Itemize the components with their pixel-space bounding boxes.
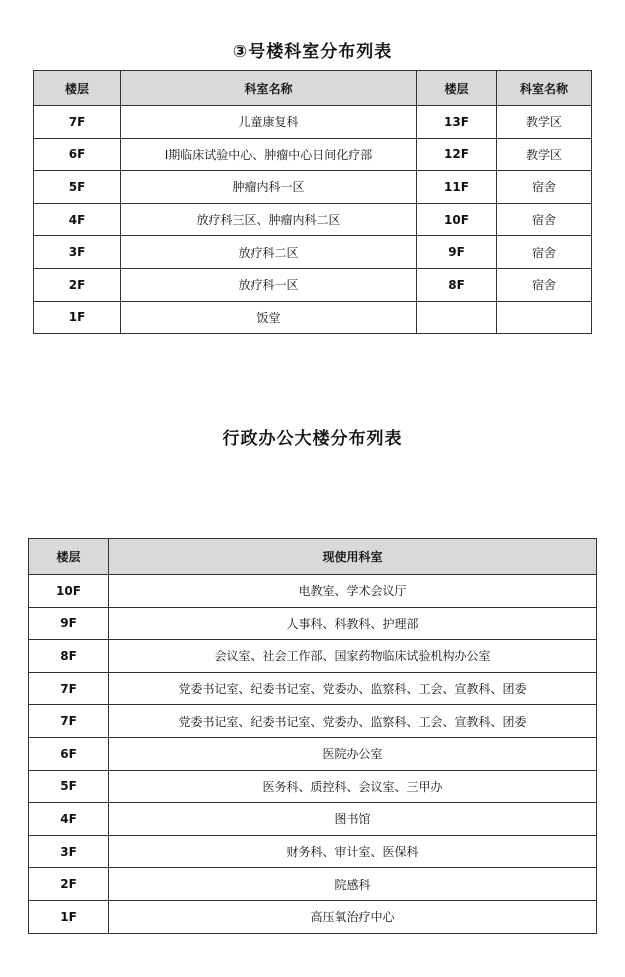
floor-cell: 12F: [417, 138, 497, 171]
floor-cell: 3F: [34, 236, 121, 269]
department-cell: 教学区: [497, 138, 592, 171]
floor-cell: 9F: [29, 607, 109, 640]
floor-cell: 1F: [34, 301, 121, 334]
header-floor: 楼层: [417, 71, 497, 106]
floor-cell: 6F: [29, 737, 109, 770]
department-cell: 儿童康复科: [121, 106, 417, 139]
department-cell: 图书馆: [109, 803, 597, 836]
table-row: [29, 770, 597, 803]
floor-cell: 7F: [34, 106, 121, 139]
floor-cell: 5F: [29, 770, 109, 803]
department-cell: 党委书记室、纪委书记室、党委办、监察科、工会、宣教科、团委: [109, 672, 597, 705]
department-cell: 教学区: [497, 106, 592, 139]
table-row: [29, 640, 597, 673]
department-cell: 放疗科二区: [121, 236, 417, 269]
floor-cell: 1F: [29, 900, 109, 933]
department-cell: 人事科、科教科、护理部: [109, 607, 597, 640]
admin-building-department-table: [28, 538, 597, 934]
floor-cell: 10F: [29, 575, 109, 608]
department-cell: 电教室、学术会议厅: [109, 575, 597, 608]
table-row: [29, 607, 597, 640]
table2-title: 行政办公大楼分布列表: [222, 429, 403, 449]
header-floor: 楼层: [29, 539, 109, 575]
header-floor: 楼层: [34, 71, 121, 106]
header-department: 科室名称: [497, 71, 592, 106]
department-cell: 宿舍: [497, 171, 592, 204]
department-cell: 医务科、质控科、会议室、三甲办: [109, 770, 597, 803]
header-department: 科室名称: [121, 71, 417, 106]
floor-cell: 7F: [29, 672, 109, 705]
floor-cell: 2F: [34, 268, 121, 301]
floor-cell: 4F: [34, 203, 121, 236]
floor-cell: 7F: [29, 705, 109, 738]
table-row: [29, 868, 597, 901]
table-row: [29, 803, 597, 836]
floor-cell: 13F: [417, 106, 497, 139]
table-row: [29, 575, 597, 608]
table-header-row: [29, 539, 597, 575]
department-cell: 宿舍: [497, 203, 592, 236]
department-cell: 放疗科一区: [121, 268, 417, 301]
floor-cell: 6F: [34, 138, 121, 171]
floor-cell: 9F: [417, 236, 497, 269]
floor-cell: 11F: [417, 171, 497, 204]
table-row: [29, 737, 597, 770]
floor-cell: 5F: [34, 171, 121, 204]
department-cell: 党委书记室、纪委书记室、党委办、监察科、工会、宣教科、团委: [109, 705, 597, 738]
table-row: [29, 900, 597, 933]
department-cell: 宿舍: [497, 268, 592, 301]
table-row: [29, 672, 597, 705]
table-row: [29, 835, 597, 868]
department-cell: Ⅰ期临床试验中心、肿瘤中心日间化疗部: [121, 138, 417, 171]
floor-cell: 4F: [29, 803, 109, 836]
department-cell: 肿瘤内科一区: [121, 171, 417, 204]
floor-cell: 10F: [417, 203, 497, 236]
department-cell: 财务科、审计室、医保科: [109, 835, 597, 868]
department-cell: 饭堂: [121, 301, 417, 334]
table-row: [34, 268, 592, 301]
department-cell: 放疗科三区、肿瘤内科二区: [121, 203, 417, 236]
floor-cell: 3F: [29, 835, 109, 868]
table1-title: ③号楼科室分布列表: [232, 42, 393, 62]
floor-cell: 8F: [417, 268, 497, 301]
table-row: [34, 236, 592, 269]
table-row: [34, 171, 592, 204]
header-current-departments: 现使用科室: [109, 539, 597, 575]
floor-cell: 8F: [29, 640, 109, 673]
table-row: [34, 301, 592, 334]
department-cell: [497, 301, 592, 334]
table-row: [34, 203, 592, 236]
table-header-row: [34, 71, 592, 106]
department-cell: 会议室、社会工作部、国家药物临床试验机构办公室: [109, 640, 597, 673]
building3-department-table: [33, 70, 592, 334]
department-cell: 高压氧治疗中心: [109, 900, 597, 933]
department-cell: 宿舍: [497, 236, 592, 269]
table-row: [29, 705, 597, 738]
department-cell: 院感科: [109, 868, 597, 901]
department-cell: 医院办公室: [109, 737, 597, 770]
floor-cell: 2F: [29, 868, 109, 901]
table-row: [34, 106, 592, 139]
table-row: [34, 138, 592, 171]
floor-cell: [417, 301, 497, 334]
